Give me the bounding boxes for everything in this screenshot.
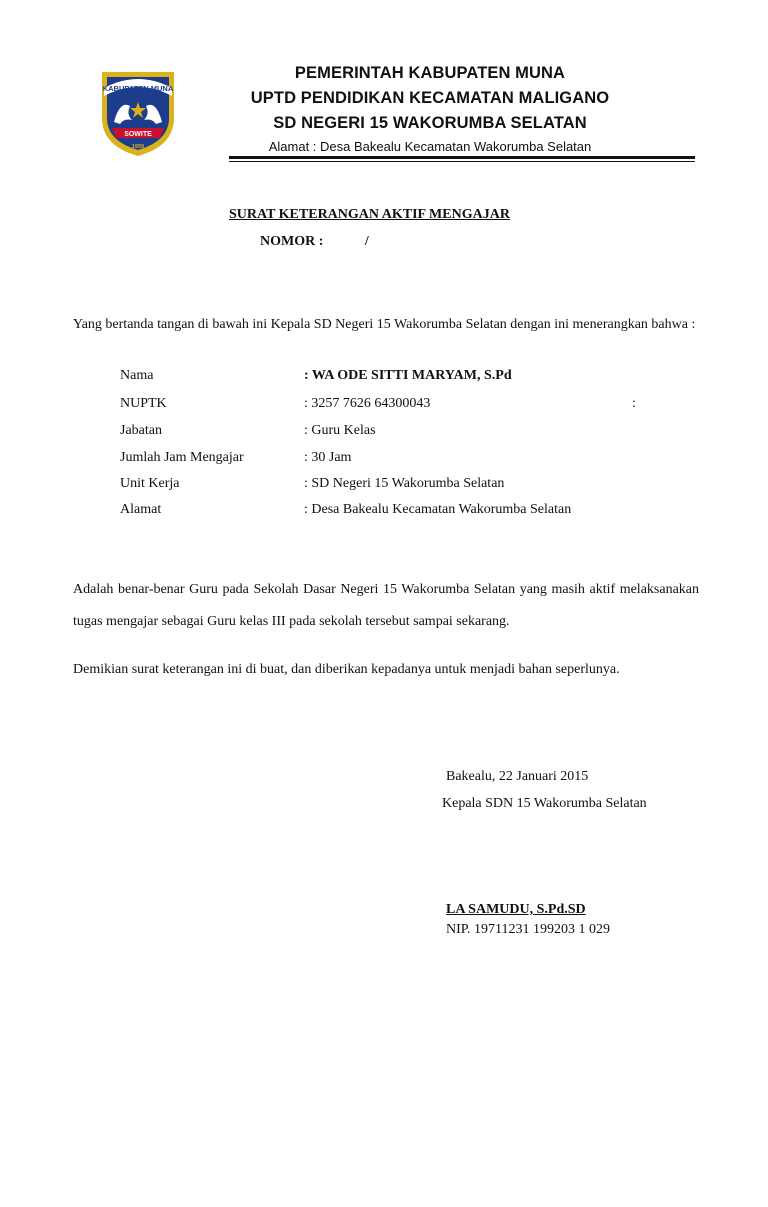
kabupaten-muna-emblem — [96, 66, 180, 158]
letterhead-address: Alamat : Desa Bakealu Kecamatan Wakorumba Selatan — [268, 139, 592, 154]
signature-nip: NIP. 19711231 199203 1 029 — [446, 922, 610, 937]
closing-paragraph: Demikian surat keterangan ini di buat, dan diberikan kepadanya untuk menjadi bahan seperlunya. — [73, 662, 620, 677]
letterhead-divider-thin — [229, 161, 695, 162]
document-title: SURAT KETERANGAN AKTIF MENGAJAR — [229, 207, 510, 222]
field-label-unit-kerja: Unit Kerja — [120, 476, 180, 491]
emblem-year: 1959 — [131, 144, 145, 150]
field-label-jumlah-jam: Jumlah Jam Mengajar — [120, 450, 244, 465]
field-value-nama: : WA ODE SITTI MARYAM, S.Pd — [304, 368, 512, 383]
field-label-alamat: Alamat — [120, 502, 162, 517]
field-label-nuptk: NUPTK — [120, 396, 167, 411]
letterhead-divider-thick — [229, 156, 695, 159]
letterhead-government: PEMERINTAH KABUPATEN MUNA — [294, 64, 566, 82]
field-value-jabatan: : Guru Kelas — [304, 423, 376, 438]
signature-role: Kepala SDN 15 Wakorumba Selatan — [442, 796, 647, 811]
signature-place-date: Bakealu, 22 Januari 2015 — [446, 769, 589, 784]
field-value-alamat: : Desa Bakealu Kecamatan Wakorumba Selatan — [304, 502, 572, 517]
document-number-value: / — [364, 234, 369, 249]
field-value-jumlah-jam: : 30 Jam — [304, 450, 352, 465]
letterhead-school: SD NEGERI 15 WAKORUMBA SELATAN — [273, 114, 587, 132]
signature-name: LA SAMUDU, S.Pd.SD — [446, 902, 586, 917]
nuptk-trailing-colon: : — [632, 396, 636, 411]
field-value-nuptk: : 3257 7626 64300043 — [304, 396, 431, 411]
document-number-label: NOMOR : — [260, 234, 324, 249]
document-number — [260, 234, 369, 250]
letterhead-agency: UPTD PENDIDIKAN KECAMATAN MALIGANO — [250, 89, 610, 107]
field-value-unit-kerja: : SD Negeri 15 Wakorumba Selatan — [304, 476, 505, 491]
emblem-bottom-text: SOWITE — [124, 131, 152, 138]
field-label-jabatan: Jabatan — [120, 423, 162, 438]
intro-paragraph: Yang bertanda tangan di bawah ini Kepala SD Negeri 15 Wakorumba Selatan dengan ini menerangkan bahwa : — [73, 317, 696, 332]
field-label-nama: Nama — [120, 368, 154, 383]
statement-paragraph: Adalah benar-benar Guru pada Sekolah Dasar Negeri 15 Wakorumba Selatan yang masih aktif melaksanakan tugas mengajar sebagai Guru kelas III pada sekolah tersebut sampai sekarang. — [73, 582, 699, 629]
emblem-top-text: KABUPATEN MUNA — [102, 84, 174, 93]
